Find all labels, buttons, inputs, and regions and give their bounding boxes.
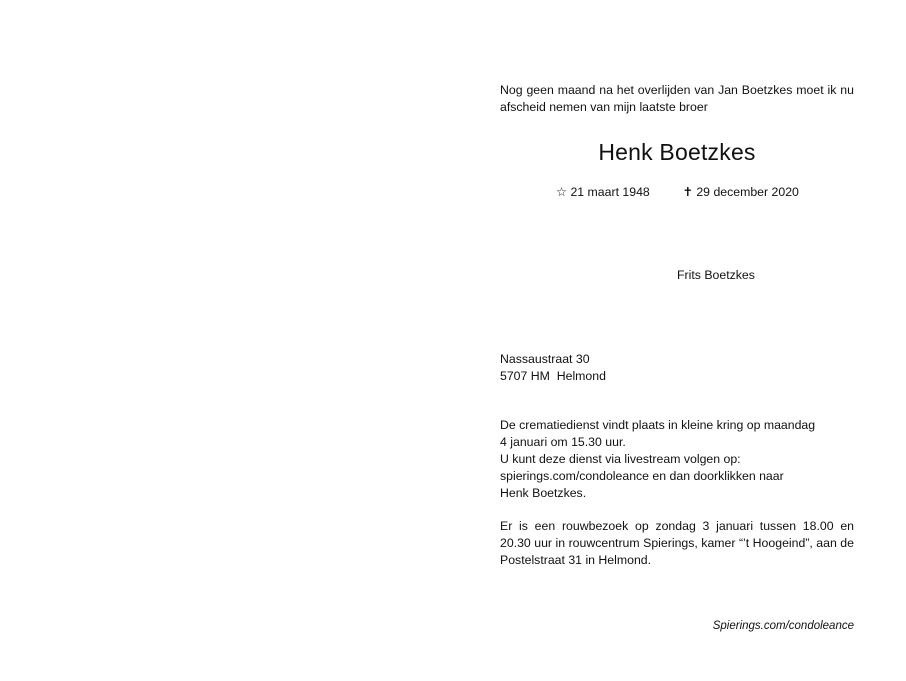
- birth-date: 21 maart 1948: [570, 185, 650, 199]
- footer-website: Spierings.com/condoleance: [712, 620, 854, 632]
- service-line: spierings.com/condoleance en dan doorklikken naar: [500, 469, 784, 483]
- intro-text: Nog geen maand na het overlijden van Jan Boetzkes moet ik nu afscheid nemen van mijn laatste broer: [500, 83, 854, 114]
- life-dates: [556, 184, 799, 201]
- death-date: 29 december 2020: [696, 185, 799, 199]
- signer-name: Frits Boetzkes: [677, 268, 755, 282]
- address-street: Nassaustraat 30: [500, 352, 590, 366]
- service-info: [500, 417, 854, 502]
- service-line: Henk Boetzkes.: [500, 486, 587, 500]
- visit-info: Er is een rouwbezoek op zondag 3 januari tussen 18.00 en 20.30 uur in rouwcentrum Spierings, kamer “’t Hoogeind”, aan de Postelstraat 31 in Helmond.: [500, 519, 854, 567]
- birth-star-icon: ☆: [556, 185, 568, 199]
- address-postal-city: 5707 HM Helmond: [500, 369, 606, 383]
- deceased-name: Henk Boetzkes: [598, 139, 756, 165]
- service-line: De crematiedienst vindt plaats in kleine kring op maandag: [500, 418, 816, 432]
- death-cross-icon: ✝: [682, 185, 693, 199]
- service-line: 4 januari om 15.30 uur.: [500, 435, 626, 449]
- service-line: U kunt deze dienst via livestream volgen op:: [500, 452, 741, 466]
- address-block: [500, 351, 854, 385]
